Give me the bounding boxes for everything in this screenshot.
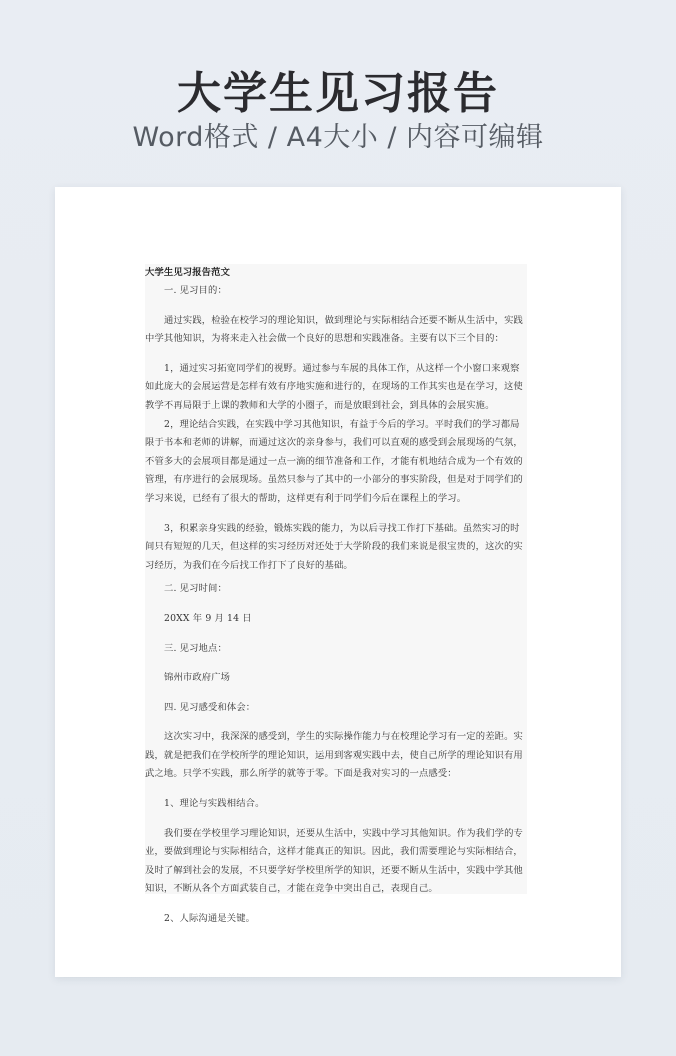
document-page	[55, 187, 621, 977]
document-title: 大学生见习报告范文	[145, 267, 231, 278]
paragraph-point-1: 1，通过实习拓宽同学们的视野。通过参与车展的具体工作，从这样一个小窗口来观察如此庞大的会展运营是怎样有效有序地实施和进行的，在现场的工作其实也是在学习，这使教学不再局限于上课的教师和大学的小圈子，而是放眼到社会，到具体的会展实施。	[145, 362, 523, 411]
section-heading-time: 二. 见习时间：	[164, 583, 227, 595]
section-heading-purpose: 一. 见习目的：	[164, 285, 227, 296]
internship-date: 20XX 年 9 月 14 日	[164, 612, 252, 624]
internship-location: 锦州市政府广场	[164, 672, 231, 684]
subheading-theory-practice: 1、理论与实践相结合。	[164, 798, 265, 810]
paragraph-reflection: 这次实习中，我深深的感受到，学生的实际操作能力与在校理论学习有一定的差距。实践，就是把我们在学校所学的理论知识，运用到客观实践中去，使自己所学的理论知识有用武之地。只学不实践，那么所学的就等于零。下面是我对实习的一点感受：	[145, 731, 523, 780]
section-heading-reflection: 四. 见习感受和体会：	[164, 701, 256, 713]
document-body	[145, 264, 527, 925]
hero-subtitle: Word格式 / A4大小 / 内容可编辑	[132, 122, 544, 153]
section-heading-location: 三. 见习地点：	[164, 642, 227, 654]
subheading-communication: 2、人际沟通是关键。	[164, 913, 256, 925]
paragraph-theory-practice: 我们要在学校里学习理论知识，还要从生活中，实践中学习其他知识。作为我们学的专业，要做到理论与实际相结合，这样才能真正的知识。因此，我们需要理论与实际相结合，及时了解到社会的发展，不只要学好学校里所学的知识，还要不断从生活中，实践中学其他知识，不断从各个方面武装自己，才能在竞争中突出自己，表现自己。	[145, 827, 523, 895]
hero-title: 大学生见习报告	[177, 68, 499, 119]
paragraph-point-3: 3，积累亲身实践的经验，锻炼实践的能力，为以后寻找工作打下基础。虽然实习的时间只有短短的几天，但这样的实习经历对还处于大学阶段的我们来说是很宝贵的，这次的实习经历，为我们在今后找工作打下了良好的基础。	[145, 522, 523, 571]
paragraph-point-2: 2，理论结合实践，在实践中学习其他知识，有益于今后的学习。平时我们的学习都局限于书本和老师的讲解，而通过这次的亲身参与，我们可以直观的感受到会展现场的气氛，不管多大的会展项目都是通过一点一滴的细节准备和工作，才能有机地结合成为一个有效的管理，有序进行的会展现场。虽然只参与了其中的一小部分的事实阶段，但是对于同学们的学习来说，已经有了很大的帮助，这样更有利于同学们今后在课程上的学习。	[145, 418, 523, 504]
paragraph-intro: 通过实践，检验在校学习的理论知识，做到理论与实际相结合还要不断从生活中，实践中学其他知识，为将来走入社会做一个良好的思想和实践准备。主要有以下三个目的：	[145, 314, 523, 345]
